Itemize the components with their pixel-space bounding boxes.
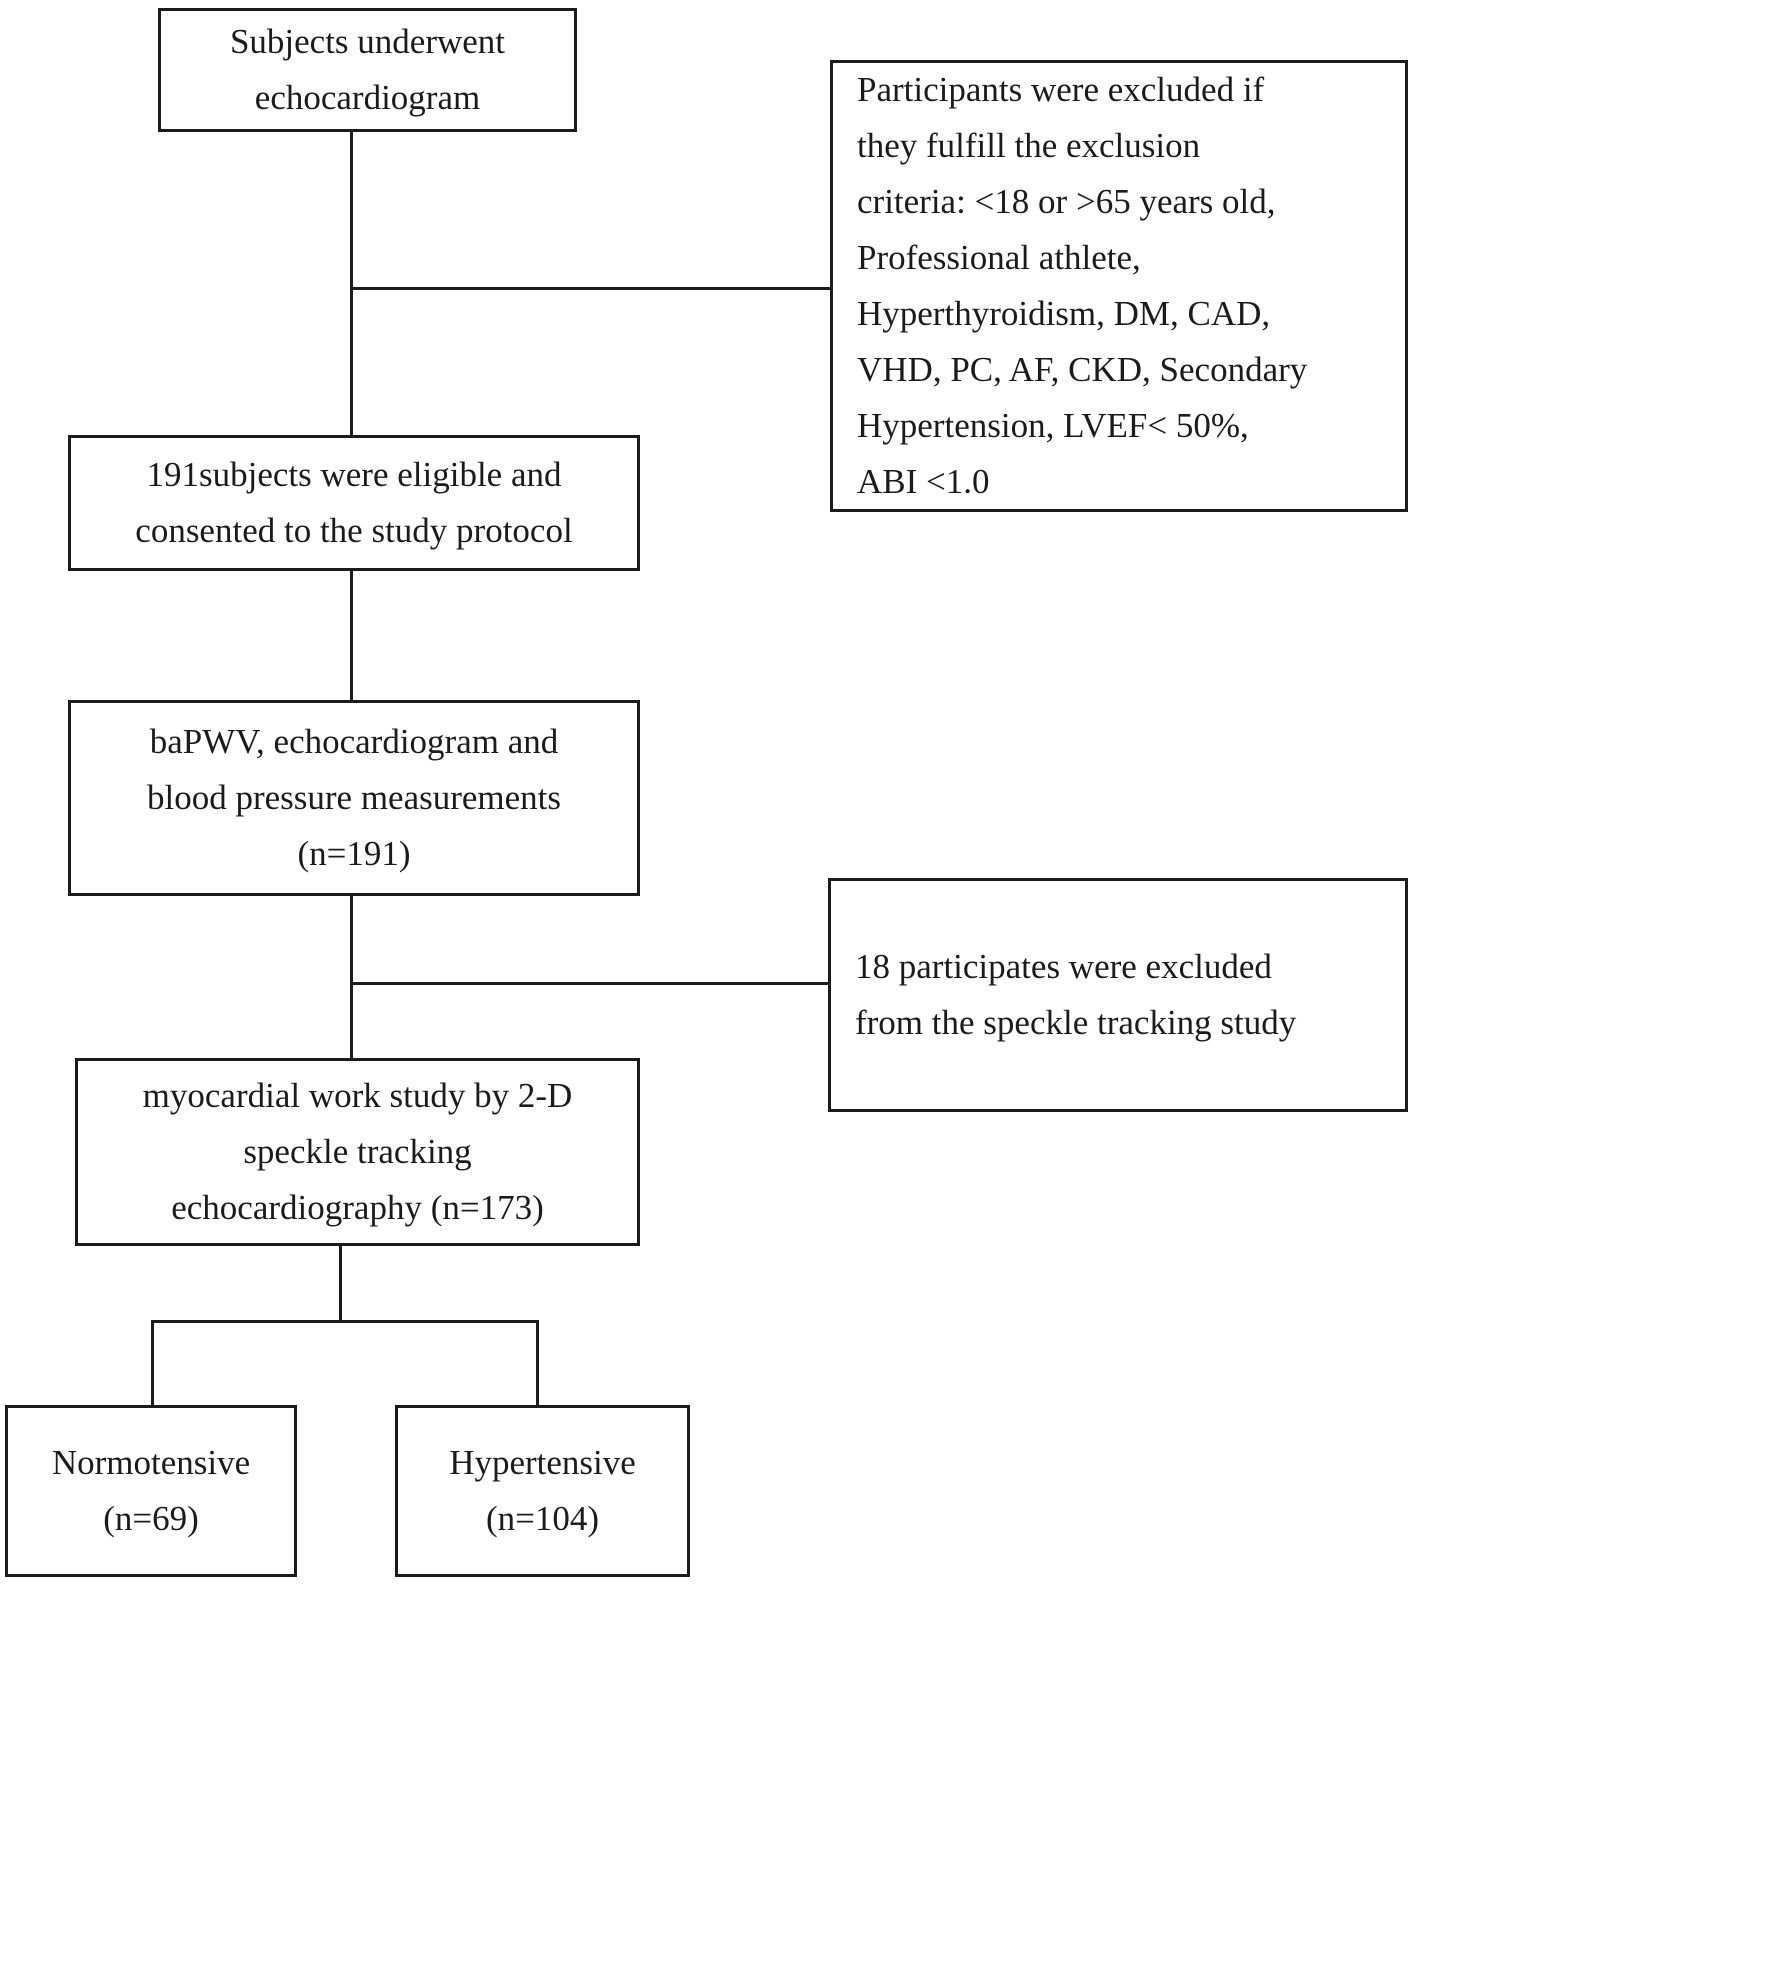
box-text-line: Hypertension, LVEF< 50%,	[857, 406, 1249, 445]
connector-to-excluded-18-box	[351, 982, 828, 985]
box-excluded-18-participants	[828, 878, 1408, 1112]
box-text-line: blood pressure measurements	[146, 778, 562, 817]
box-eligible-subjects	[68, 435, 640, 571]
connector-branch-to-hypertensive	[536, 1320, 539, 1406]
connector-myocardial-to-branch	[339, 1245, 342, 1323]
connector-measurements-to-myocardial	[350, 895, 353, 1059]
box-normotensive-group	[5, 1405, 297, 1577]
box-exclusion-criteria	[830, 60, 1408, 512]
connector-branch-to-normotensive	[151, 1320, 154, 1406]
connector-eligible-to-measurements	[350, 570, 353, 701]
connector-to-exclusion-criteria-box	[351, 287, 830, 290]
box-text-line: 18 participates were excluded	[855, 947, 1272, 986]
box-text-line: echocardiogram	[254, 78, 481, 117]
box-hypertensive-group	[395, 1405, 690, 1577]
box-text-line: they fulfill the exclusion	[857, 126, 1201, 165]
box-text-line: VHD, PC, AF, CKD, Secondary	[857, 350, 1308, 389]
box-text-line: speckle tracking	[243, 1132, 472, 1171]
box-subjects-underwent-echocardiogram	[158, 8, 577, 132]
box-text-line: Hyperthyroidism, DM, CAD,	[857, 294, 1271, 333]
box-text-line: (n=191)	[297, 834, 411, 873]
box-text-line: echocardiography (n=173)	[171, 1188, 544, 1227]
box-text-line: Subjects underwent	[229, 22, 506, 61]
box-text-line: Professional athlete,	[857, 238, 1141, 277]
box-text-line: baPWV, echocardiogram and	[149, 722, 559, 761]
box-text-line: Participants were excluded if	[857, 70, 1265, 109]
box-text-line: Hypertensive	[449, 1443, 636, 1482]
box-text-line: ABI <1.0	[857, 462, 990, 501]
box-text-line: (n=104)	[485, 1499, 600, 1538]
box-text-line: (n=69)	[103, 1499, 199, 1538]
connector-branch-horizontal	[151, 1320, 539, 1323]
box-text-line: Normotensive	[51, 1443, 251, 1482]
box-text-line: from the speckle tracking study	[855, 1003, 1297, 1042]
box-text-line: myocardial work study by 2-D	[142, 1076, 573, 1115]
box-myocardial-work-study	[75, 1058, 640, 1246]
box-bapwv-measurements	[68, 700, 640, 896]
connector-subjects-to-eligible	[350, 131, 353, 436]
box-text-line: criteria: <18 or >65 years old,	[857, 182, 1276, 221]
box-text-line: consented to the study protocol	[135, 511, 573, 550]
box-text-line: 191subjects were eligible and	[146, 455, 562, 494]
